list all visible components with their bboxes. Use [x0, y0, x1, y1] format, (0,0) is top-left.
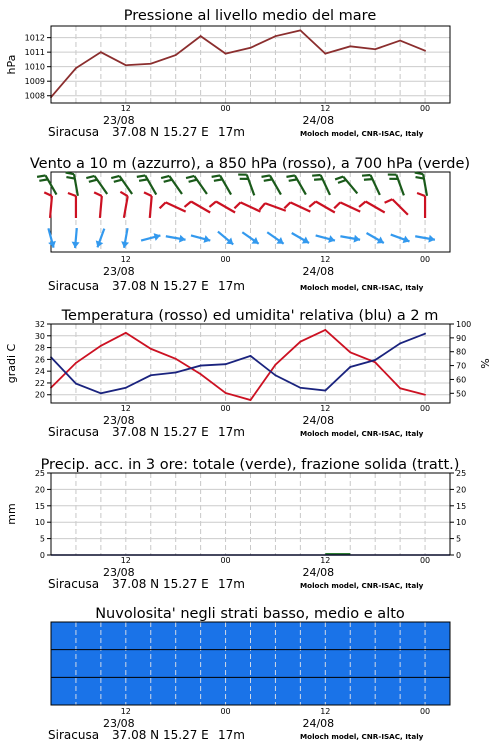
wind-arrow-10m — [121, 228, 129, 248]
wind-barb-700 — [137, 175, 156, 194]
cloud-cell-alto — [275, 622, 300, 650]
temperature-line-point — [250, 399, 252, 401]
wind-barb-700-flag — [161, 176, 169, 178]
date-label: 24/08 — [302, 566, 335, 579]
cloud-cell-medio — [251, 650, 276, 678]
location-lat: 37.08 N — [112, 125, 160, 139]
y-tick-label-right: 5 — [456, 534, 462, 544]
location-name: Siracusa — [48, 577, 100, 591]
date-label: 23/08 — [102, 717, 135, 730]
cloud-cell-alto — [325, 622, 350, 650]
humidity-line-point — [349, 366, 351, 368]
time-tick-label: 12 — [320, 255, 331, 264]
model-credit: Moloch model, CNR-ISAC, Italy — [300, 732, 424, 741]
wind-barb-850 — [385, 199, 408, 215]
date-label: 23/08 — [102, 414, 135, 427]
wind-arrow-10m — [292, 233, 309, 243]
wind-barb-850-flag — [209, 202, 216, 207]
wind-arrow-10m — [48, 228, 56, 247]
cloud-cell-basso — [275, 677, 300, 705]
wind-barb-850 — [359, 202, 385, 213]
wind-barb-700-flag — [86, 176, 94, 178]
wind-arrow-10m — [96, 229, 105, 248]
time-tick-label: 00 — [220, 255, 231, 264]
y-tick-label-right: 15 — [456, 501, 467, 511]
wind-barb-700-flag — [66, 177, 74, 179]
temperature-line — [51, 330, 425, 400]
panel-precip — [5, 457, 466, 591]
wind-barb-850 — [260, 203, 286, 211]
wind-barb-850-flag — [417, 193, 425, 196]
wind-barb-850-shaft — [191, 202, 210, 213]
y-tick-label-right: 60 — [456, 375, 467, 385]
wind-barb-850 — [234, 202, 260, 211]
cloud-cell-medio — [425, 650, 450, 678]
wind-barb-700-flag — [137, 175, 145, 176]
cloud-cell-basso — [400, 677, 425, 705]
panel-title: Temperatura (rosso) ed umidita' relativa (blu) a 2 m — [61, 308, 439, 324]
date-label: 24/08 — [302, 114, 335, 127]
temperature-line-point — [399, 387, 401, 389]
panel-pressure — [5, 8, 450, 139]
wind-barb-850-shaft — [316, 202, 335, 213]
y-tick-label: 5 — [39, 534, 45, 544]
wind-barb-850-shaft — [150, 196, 152, 218]
pressure-line-point — [299, 29, 301, 31]
wind-barb-700 — [262, 175, 281, 194]
wind-barb-700-flag — [114, 180, 122, 182]
wind-barb-700-flag — [416, 177, 424, 179]
location-alt: 17m — [218, 125, 245, 139]
wind-barb-700 — [312, 175, 330, 195]
location-lon: 15.27 E — [163, 279, 209, 293]
temperature-line-point — [75, 362, 77, 364]
y-axis-label: hPa — [5, 54, 18, 75]
cloud-cell-medio — [350, 650, 375, 678]
y-tick-label: 26 — [34, 355, 45, 365]
wind-barb-700 — [86, 176, 107, 194]
y-tick-label-right: 25 — [456, 469, 467, 478]
pressure-line-point — [75, 67, 77, 69]
wind-barb-850-flag — [309, 202, 316, 207]
pressure-line-point — [399, 40, 401, 42]
model-credit: Moloch model, CNR-ISAC, Italy — [300, 129, 424, 138]
humidity-line-point — [225, 363, 227, 365]
y-tick-label: 1011 — [24, 48, 45, 58]
wind-barb-700-flag — [37, 175, 45, 176]
wind-barb-700 — [362, 175, 380, 195]
wind-barb-850-flag — [284, 202, 290, 208]
pressure-line-point — [125, 64, 127, 66]
y-tick-label-right: 100 — [456, 320, 472, 329]
cloud-cell-medio — [375, 650, 400, 678]
wind-barb-700-flag — [362, 175, 371, 176]
date-label: 23/08 — [102, 566, 135, 579]
time-tick-label: 00 — [220, 707, 231, 716]
model-credit: Moloch model, CNR-ISAC, Italy — [300, 429, 424, 438]
cloud-cell-basso — [375, 677, 400, 705]
temperature-line-point — [150, 348, 152, 350]
time-tick-label: 12 — [120, 404, 131, 413]
time-tick-label: 12 — [120, 255, 131, 264]
wind-arrow-10m — [218, 232, 233, 245]
cloud-cell-medio — [300, 650, 325, 678]
wind-barb-700-flag — [415, 173, 423, 175]
panel-title: Pressione al livello medio del mare — [123, 8, 377, 24]
wind-barb-700 — [37, 175, 56, 194]
wind-barb-850 — [417, 193, 425, 218]
time-tick-label: 00 — [220, 404, 231, 413]
location-name: Siracusa — [48, 728, 100, 742]
y-tick-label-right: 20 — [456, 485, 467, 495]
cloud-cell-basso — [76, 677, 101, 705]
humidity-line-point — [125, 387, 127, 389]
wind-barb-850 — [334, 202, 360, 211]
wind-barb-700-flag — [164, 180, 172, 182]
wind-barb-700-flag — [39, 179, 47, 180]
pressure-line-point — [225, 53, 227, 55]
temperature-line-point — [275, 364, 277, 366]
wind-barb-700-flag — [89, 180, 97, 182]
panel-wind — [30, 156, 470, 293]
time-tick-label: 12 — [120, 707, 131, 716]
wind-barb-700 — [286, 175, 305, 194]
pressure-line-point — [250, 47, 252, 49]
cloud-cell-alto — [300, 622, 325, 650]
wind-barb-850-flag — [68, 193, 76, 196]
humidity-line-point — [424, 333, 426, 335]
wind-barb-850 — [68, 193, 76, 218]
y-tick-label: 1010 — [24, 62, 45, 72]
location-alt: 17m — [218, 425, 245, 439]
model-credit: Moloch model, CNR-ISAC, Italy — [300, 581, 424, 590]
cloud-cell-basso — [101, 677, 126, 705]
humidity-line-point — [275, 374, 277, 376]
wind-barb-700 — [388, 175, 404, 196]
wind-barb-850-shaft — [166, 202, 186, 211]
wind-barb-850 — [284, 202, 310, 211]
cloud-cell-alto — [101, 622, 126, 650]
location-lon: 15.27 E — [163, 577, 209, 591]
y-tick-label: 20 — [34, 390, 45, 400]
y-tick-label: 24 — [34, 367, 45, 377]
model-credit: Moloch model, CNR-ISAC, Italy — [300, 283, 424, 292]
humidity-line-point — [200, 365, 202, 367]
y-tick-label-right: 90 — [456, 333, 467, 343]
cloud-cell-alto — [151, 622, 176, 650]
wind-barb-700 — [186, 176, 207, 194]
wind-barb-850-flag — [234, 202, 240, 208]
location-lon: 15.27 E — [163, 125, 209, 139]
pressure-line — [51, 30, 425, 97]
wind-arrow-10m — [267, 232, 283, 243]
humidity-line-point — [175, 372, 177, 374]
wind-barb-850-shaft — [50, 196, 52, 218]
y-tick-label: 0 — [39, 551, 45, 560]
wind-barb-850-shaft — [290, 202, 310, 211]
cloud-cell-alto — [126, 622, 151, 650]
cloud-cell-alto — [76, 622, 101, 650]
humidity-line-point — [299, 387, 301, 389]
wind-barb-700-flag — [289, 179, 297, 180]
wind-barb-850-shaft — [216, 202, 235, 213]
date-label: 24/08 — [302, 265, 335, 278]
y-tick-label-right: 70 — [456, 361, 467, 371]
time-tick-label: 00 — [419, 707, 431, 716]
cloud-cell-basso — [51, 677, 76, 705]
wind-barb-850-flag — [260, 203, 266, 209]
panel-title: Nuvolosita' negli strati basso, medio e alto — [95, 606, 405, 622]
cloud-cell-basso — [226, 677, 251, 705]
cloud-cell-basso — [176, 677, 201, 705]
location-lat: 37.08 N — [112, 279, 160, 293]
wind-barb-700-flag — [111, 176, 119, 178]
wind-barb-850 — [120, 192, 127, 218]
wind-barb-700-flag — [262, 175, 270, 176]
time-tick-label: 00 — [419, 556, 431, 565]
time-tick-label: 00 — [419, 104, 431, 113]
wind-barb-850-shaft — [366, 202, 385, 213]
y-tick-label: 25 — [34, 469, 45, 478]
location-lon: 15.27 E — [163, 425, 209, 439]
y-tick-label-right: 80 — [456, 347, 467, 357]
temperature-line-point — [225, 392, 227, 394]
temperature-line-point — [424, 394, 426, 396]
location-alt: 17m — [218, 728, 245, 742]
y-tick-label: 30 — [34, 331, 45, 341]
date-label: 24/08 — [302, 717, 335, 730]
cloud-cell-basso — [300, 677, 325, 705]
time-tick-label: 12 — [120, 556, 131, 565]
temperature-line-point — [374, 361, 376, 363]
wind-barb-700-flag — [214, 179, 222, 180]
temperature-line-point — [125, 332, 127, 334]
cloud-cell-medio — [226, 650, 251, 678]
wind-barb-700-flag — [189, 180, 197, 182]
wind-arrow-10m — [391, 235, 410, 244]
humidity-line-point — [374, 359, 376, 361]
wind-barb-700-flag — [314, 179, 323, 180]
wind-barb-700 — [161, 176, 182, 194]
time-tick-label: 00 — [220, 104, 231, 113]
temperature-line-point — [349, 351, 351, 353]
pressure-line-point — [200, 35, 202, 37]
cloud-cell-medio — [101, 650, 126, 678]
wind-arrow-10m — [166, 235, 186, 243]
pressure-line-point — [324, 53, 326, 55]
cloud-cell-medio — [325, 650, 350, 678]
pressure-line-point — [150, 63, 152, 65]
cloud-cell-alto — [201, 622, 226, 650]
wind-barb-700-flag — [186, 176, 194, 178]
time-tick-label: 00 — [419, 255, 431, 264]
cloud-cell-medio — [76, 650, 101, 678]
cloud-cell-alto — [176, 622, 201, 650]
wind-barb-700-flag — [286, 175, 294, 176]
cloud-cell-medio — [275, 650, 300, 678]
date-label: 23/08 — [102, 265, 135, 278]
panel-title: Precip. acc. in 3 ore: totale (verde), frazione solida (tratt.) — [40, 457, 460, 473]
wind-barb-850 — [309, 202, 335, 213]
cloud-cell-medio — [176, 650, 201, 678]
cloud-cell-alto — [400, 622, 425, 650]
wind-barb-700-flag — [364, 179, 373, 180]
pressure-line-point — [100, 51, 102, 53]
wind-barb-700-flag — [139, 179, 147, 180]
cloud-cell-basso — [126, 677, 151, 705]
humidity-line-point — [324, 390, 326, 392]
humidity-line-point — [150, 374, 152, 376]
humidity-line-point — [100, 392, 102, 394]
wind-barb-850-shaft — [241, 202, 261, 211]
wind-barb-700 — [238, 175, 254, 196]
wind-barb-700 — [212, 175, 231, 194]
temperature-line-point — [200, 373, 202, 375]
wind-barb-850 — [160, 202, 186, 211]
wind-barb-700-flag — [312, 175, 321, 176]
temperature-line-point — [324, 329, 326, 331]
humidity-line-point — [250, 355, 252, 357]
location-alt: 17m — [218, 279, 245, 293]
wind-barb-700-flag — [66, 173, 74, 175]
y-tick-label: 32 — [34, 320, 45, 329]
time-tick-label: 12 — [320, 104, 331, 113]
time-tick-label: 00 — [419, 404, 431, 413]
y-tick-label: 10 — [34, 518, 45, 528]
time-tick-label: 12 — [320, 404, 331, 413]
wind-barb-700-flag — [338, 180, 346, 183]
panel-clouds — [48, 606, 451, 742]
cloud-cell-medio — [201, 650, 226, 678]
cloud-cell-basso — [425, 677, 450, 705]
pressure-line-point — [374, 48, 376, 50]
wind-arrow-10m — [242, 232, 258, 243]
panel-temp_rh — [5, 308, 492, 439]
wind-arrow-10m — [367, 233, 384, 243]
wind-barb-850-flag — [120, 192, 127, 196]
temperature-line-point — [175, 358, 177, 360]
time-tick-label: 12 — [320, 707, 331, 716]
y-tick-label-right: 10 — [456, 518, 467, 528]
wind-barb-850 — [144, 192, 152, 218]
wind-barb-850-flag — [359, 202, 366, 207]
humidity-line-point — [399, 343, 401, 345]
cloud-cell-medio — [51, 650, 76, 678]
cloud-cell-medio — [400, 650, 425, 678]
cloud-cell-basso — [251, 677, 276, 705]
y-tick-label: 20 — [34, 485, 45, 495]
y-tick-label: 22 — [34, 378, 45, 388]
date-label: 24/08 — [302, 414, 335, 427]
wind-arrow-10m — [72, 228, 80, 248]
y-tick-label: 1009 — [24, 77, 45, 87]
cloud-cell-medio — [126, 650, 151, 678]
pressure-line-point — [424, 50, 426, 52]
cloud-cell-basso — [201, 677, 226, 705]
y-tick-label-right: 50 — [456, 389, 467, 399]
y-tick-label: 1008 — [24, 91, 45, 101]
location-lat: 37.08 N — [112, 728, 160, 742]
wind-arrow-10m — [340, 235, 360, 243]
wind-barb-700-flag — [264, 179, 272, 180]
wind-barb-850-shaft — [100, 196, 102, 218]
y-tick-label-right: 0 — [456, 551, 462, 560]
location-lat: 37.08 N — [112, 425, 160, 439]
temperature-line-point — [100, 345, 102, 347]
time-tick-label: 12 — [120, 104, 131, 113]
humidity-line-point — [75, 383, 77, 385]
y-axis-label: mm — [5, 503, 18, 525]
pressure-line-point — [349, 45, 351, 47]
location-name: Siracusa — [48, 125, 100, 139]
temperature-line-point — [299, 341, 301, 343]
location-alt: 17m — [218, 577, 245, 591]
cloud-cell-alto — [251, 622, 276, 650]
wind-barb-850-flag — [334, 202, 340, 208]
pressure-line-point — [275, 35, 277, 37]
cloud-cell-basso — [151, 677, 176, 705]
time-tick-label: 12 — [320, 556, 331, 565]
location-lat: 37.08 N — [112, 577, 160, 591]
cloud-cell-alto — [425, 622, 450, 650]
pressure-line-point — [175, 54, 177, 56]
location-lon: 15.27 E — [163, 728, 209, 742]
panel-title: Vento a 10 m (azzurro), a 850 hPa (rosso), a 700 hPa (verde) — [29, 156, 471, 172]
wind-barb-850 — [44, 192, 52, 218]
wind-barb-700-flag — [212, 175, 220, 176]
y-tick-label: 15 — [34, 501, 45, 511]
location-name: Siracusa — [48, 425, 100, 439]
y-tick-label: 1012 — [24, 33, 45, 43]
wind-barb-700-flag — [335, 177, 343, 180]
wind-barb-850-flag — [385, 199, 393, 203]
location-name: Siracusa — [48, 279, 100, 293]
wind-barb-700 — [111, 176, 132, 194]
wind-barb-850 — [94, 192, 102, 218]
wind-barb-850 — [209, 202, 235, 213]
y-tick-label: 28 — [34, 343, 45, 353]
wind-barb-850-shaft — [340, 202, 360, 211]
cloud-cell-alto — [226, 622, 251, 650]
time-tick-label: 00 — [220, 556, 231, 565]
cloud-cell-alto — [350, 622, 375, 650]
wind-barb-700 — [335, 177, 357, 194]
cloud-cell-basso — [350, 677, 375, 705]
date-label: 23/08 — [102, 114, 135, 127]
wind-barb-850 — [185, 202, 211, 213]
y-axis-label: gradi C — [5, 343, 18, 384]
cloud-cell-alto — [51, 622, 76, 650]
wind-barb-850-flag — [185, 202, 192, 207]
cloud-cell-medio — [151, 650, 176, 678]
wind-arrow-10m-head — [72, 242, 80, 248]
y-axis-label-right: % — [479, 358, 492, 369]
cloud-cell-basso — [325, 677, 350, 705]
cloud-cell-alto — [375, 622, 400, 650]
wind-arrow-10m — [415, 235, 435, 243]
wind-barb-850-flag — [160, 202, 166, 208]
